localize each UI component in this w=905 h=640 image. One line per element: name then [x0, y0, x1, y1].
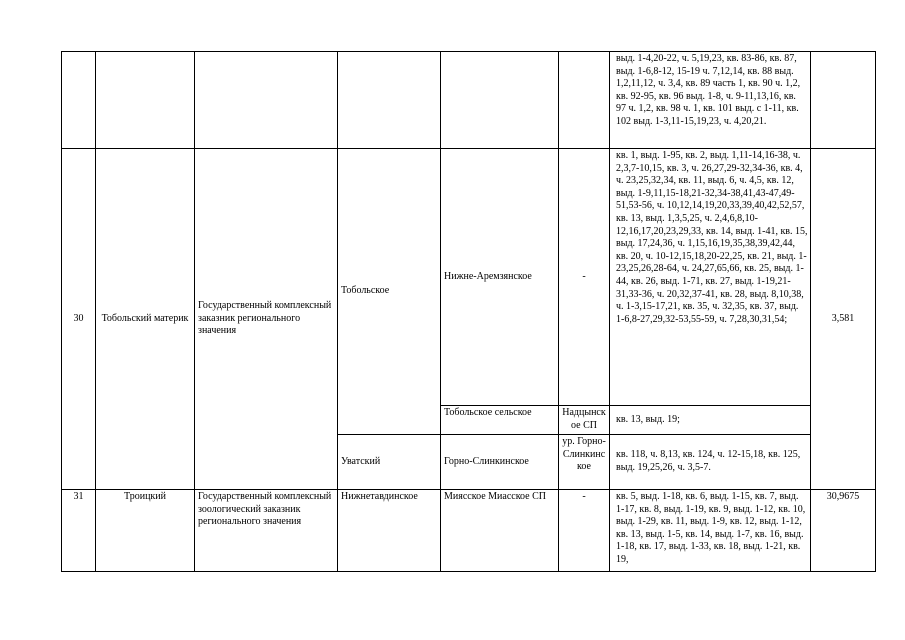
- reserve-name-cell: [96, 52, 195, 149]
- quarters-cell: кв. 1, выд. 1-95, кв. 2, выд. 1,11-14,16-38, ч. 2,3,7-10,15, кв. 3, ч. 26,27,29-32,34-36, кв. 4, ч. 23,25,32,34, кв. 11, выд. 6, ч. 4,5, кв. 12, выд. 1-9,11,15-18,21-32,34-38,41,43-47,49-51,53-56, ч. 10,12,14,19,20,33,39,40,42,52,57, кв. 13, выд. 1,3,5,25, ч. 2,4,6,8,10-12,16,17,20,23,29,33, кв. 14, выд. 1-41, кв. 15, выд. 17,24,36, ч. 1,15,16,19,35,38,39,42,44, кв. 20, ч. 10-12,15,18,20-22,25, кв. 21, выд. 1-23,25,26,28-64, ч. 24,27,65,66, кв. 25, выд. 1-44, кв. 26, выд. 1-71, кв. 27, выд. 1-19,21-31,33-36, ч. 20,32,37-41, кв. 28, выд. 8,10,38, ч. 1-3,15-17,21, кв. 35, ч. 32,35, кв. 37, выд. 1-6,8-27,29,32-53,55-59, ч. 7,28,30,31,54;: [610, 149, 811, 406]
- settlement-cell: [441, 52, 559, 149]
- district-cell: Нижнетавдинское: [338, 490, 441, 572]
- category-cell: [195, 52, 338, 149]
- row-number-cell: 31: [62, 490, 96, 572]
- table-row: [62, 52, 876, 149]
- area-cell: 3,581: [811, 149, 876, 490]
- settlement-cell: Миясское Миасское СП: [441, 490, 559, 572]
- reserves-table: [61, 51, 876, 572]
- quarters-cell: кв. 5, выд. 1-18, кв. 6, выд. 1-15, кв. 7, выд. 1-17, кв. 8, выд. 1-19, кв. 9, выд. 1-12, кв. 10, выд. 1-29, кв. 11, выд. 1-9, кв. 12, выд. 1-12, кв. 13, выд. 1-5, кв. 14, выд. 1-7, кв. 16, выд. 1-18, кв. 17, выд. 1-33, кв. 18, выд. 1-21, кв. 19,: [610, 490, 811, 572]
- row-number-cell: 30: [62, 149, 96, 490]
- sp-cell: ур. Горно-Слинкинское: [559, 435, 610, 490]
- district-cell: Тобольское: [338, 149, 441, 435]
- table-row: [62, 149, 876, 406]
- settlement-cell: Нижне-Аремзянское: [441, 149, 559, 406]
- sp-cell: [559, 52, 610, 149]
- quarters-cell: кв. 13, выд. 19;: [610, 406, 811, 435]
- settlement-cell: Тобольское сельское: [441, 406, 559, 435]
- category-cell: Государственный комплексный заказник регионального значения: [195, 149, 338, 490]
- district-cell: [338, 52, 441, 149]
- settlement-cell: Горно-Слинкинское: [441, 435, 559, 490]
- district-cell: Уватский: [338, 435, 441, 490]
- area-cell: 30,9675: [811, 490, 876, 572]
- sp-cell: -: [559, 149, 610, 406]
- reserve-name-cell: Троицкий: [96, 490, 195, 572]
- table-row: [62, 490, 876, 572]
- reserve-name-cell: Тобольский материк: [96, 149, 195, 490]
- area-cell: [811, 52, 876, 149]
- sp-cell: Надцынское СП: [559, 406, 610, 435]
- quarters-cell: выд. 1-4,20-22, ч. 5,19,23, кв. 83-86, кв. 87, выд. 1-6,8-12, 15-19 ч. 7,12,14, кв. 88 выд. 1,2,11,12, ч. 3,4, кв. 89 часть 1, кв. 90 ч. 1,2, кв. 92-95, кв. 96 выд. 1-8, ч. 9-11,13,16, кв. 97 ч. 1,2, кв. 98 ч. 1, кв. 101 выд. с 1-11, кв. 102 выд. 1-3,11-15,19,23, ч. 4,20,21.: [610, 52, 811, 149]
- category-cell: Государственный комплексный зоологический заказник регионального значения: [195, 490, 338, 572]
- row-number-cell: [62, 52, 96, 149]
- quarters-cell: кв. 118, ч. 8,13, кв. 124, ч. 12-15,18, кв. 125, выд. 19,25,26, ч. 3,5-7.: [610, 435, 811, 490]
- sp-cell: -: [559, 490, 610, 572]
